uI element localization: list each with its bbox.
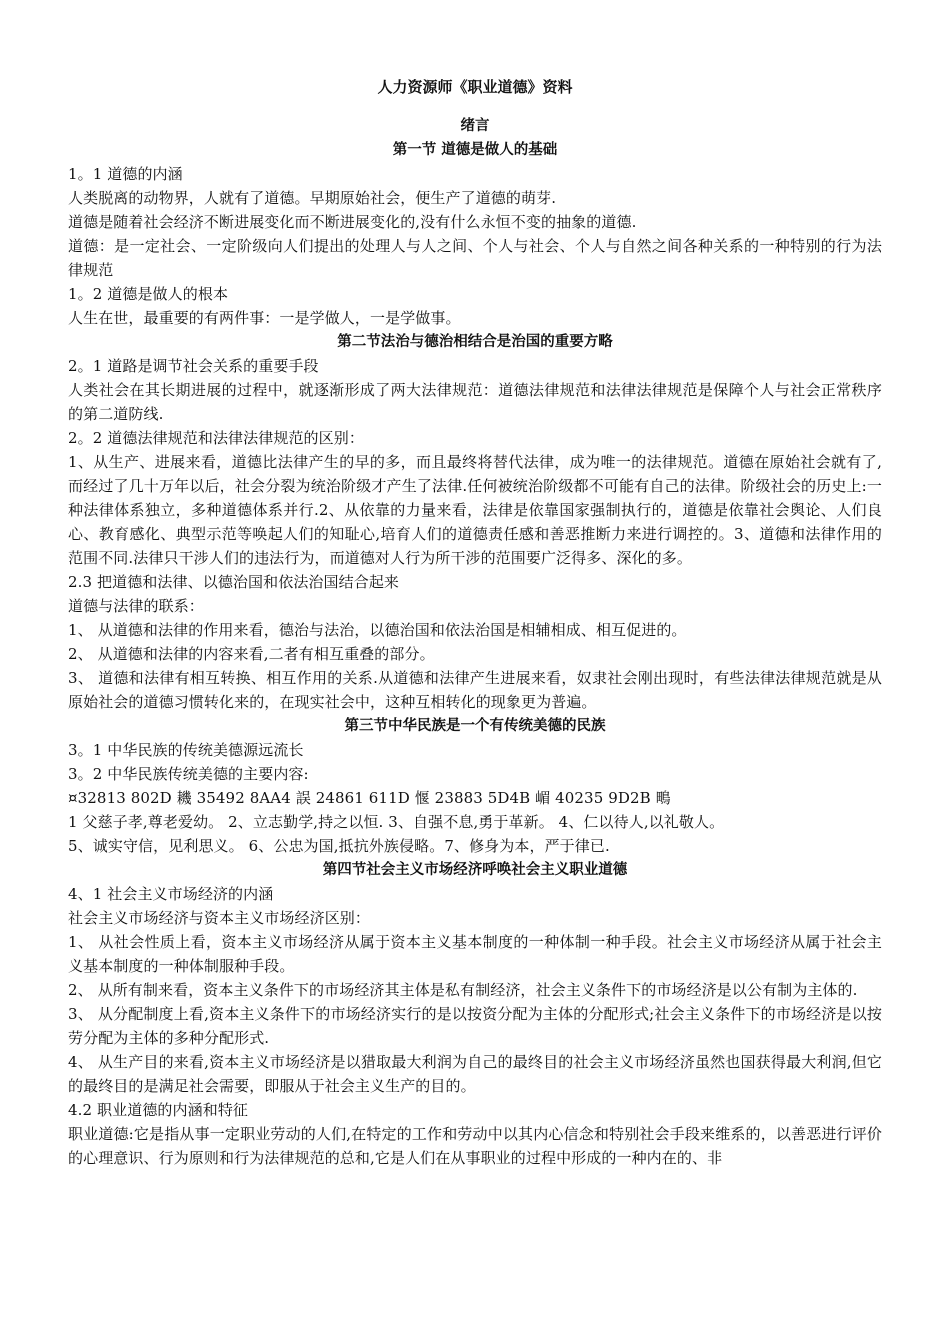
paragraph: 1 父慈子孝,尊老爱幼。 2、立志勤学,持之以恒. 3、自强不息,勇于革新。 4、仁以待人,以礼敬人。 (68, 813, 725, 831)
section-heading: 第一节 道德是做人的基础 (392, 142, 558, 158)
paragraph: 2.3 把道德和法律、以德治国和依法治国结合起来 (68, 573, 400, 591)
paragraph: 职业道德:它是指从事一定职业劳动的人们,在特定的工作和劳动中以其内心信念和特别社会手段来维系的，以善恶进行评价的心理意识、行为原则和行为法律规范的总和,它是人们在从事职业的过程中形成的一种内在的、非 (68, 1125, 882, 1167)
paragraph: 道德与法律的联系： (68, 597, 204, 615)
paragraph: 4、1 社会主义市场经济的内涵 (68, 885, 274, 903)
paragraph: 2。2 道德法律规范和法律法律规范的区别： (68, 429, 364, 447)
paragraph: 人类社会在其长期进展的过程中，就逐渐形成了两大法律规范：道德法律规范和法律法律规范是保障个人与社会正常秩序的第二道防线. (68, 381, 882, 423)
paragraph: 社会主义市场经济与资本主义市场经济区别： (68, 909, 371, 927)
paragraph: 3。1 中华民族的传统美德源远流长 (68, 741, 304, 759)
paragraph: 5、诚实守信，见利思义。 6、公忠为国,抵抗外族侵略。7、修身为本，严于律已. (68, 837, 610, 855)
paragraph: 1。2 道德是做人的根本 (68, 285, 229, 303)
paragraph: 人类脱离的动物界，人就有了道德。早期原始社会，便生产了道德的萌芽. (68, 189, 557, 207)
paragraph: 3、 从分配制度上看,资本主义条件下的市场经济实行的是以按资分配为主体的分配形式;社会主义条件下的市场经济是以按劳分配为主体的多种分配形式. (68, 1005, 882, 1047)
section-heading: 绪言 (460, 118, 490, 134)
document-body (68, 114, 882, 1170)
section-heading: 第三节中华民族是一个有传统美德的民族 (344, 718, 606, 734)
paragraph: 3、 道德和法律有相互转换、相互作用的关系.从道德和法律产生进展来看，奴隶社会刚出现时，有些法律法律规范就是从原始社会的道德习惯转化来的，在现实社会中，这种互相转化的现象更为普遍。 (68, 669, 882, 711)
paragraph: 2、 从道德和法律的内容来看,二者有相互重叠的部分。 (68, 645, 435, 663)
section-heading: 第二节法治与德治相结合是治国的重要方略 (337, 334, 613, 350)
paragraph: 人生在世，最重要的有两件事：一是学做人，一是学做事。 (68, 309, 461, 327)
paragraph: 1、 从社会性质上看，资本主义市场经济从属于资本主义基本制度的一种体制一种手段。社会主义市场经济从属于社会主义基本制度的一种体制服种手段。 (68, 933, 882, 975)
paragraph: 道德：是一定社会、一定阶级向人们提出的处理人与人之间、个人与社会、个人与自然之间各种关系的一种特别的行为法律规范 (68, 237, 882, 279)
paragraph: 1。1 道德的内涵 (68, 165, 183, 183)
paragraph: 2、 从所有制来看，资本主义条件下的市场经济其主体是私有制经济，社会主义条件下的市场经济是以公有制为主体的. (68, 981, 858, 999)
paragraph: 2。1 道路是调节社会关系的重要手段 (68, 357, 319, 375)
paragraph: 3。2 中华民族传统美德的主要内容: (68, 765, 309, 783)
paragraph: 4.2 职业道德的内涵和特征 (68, 1101, 249, 1119)
paragraph: 1、从生产、进展来看，道德比法律产生的早的多，而且最终将替代法律，成为唯一的法律规范。道德在原始社会就有了,而经过了几十万年以后，社会分裂为统治阶级才产生了法律.任何被统治阶级都不可能有自己的法律。阶级社会的历史上:一种法律体系独立，多种道德体系并行.2、从依靠的力量来看，法律是依靠国家强制执行的，道德是依靠社会舆论、人们良心、教育感化、典型示范等唤起人们的知耻心,培育人们的道德责任感和善恶推断力来进行调控的。3、道德和法律作用的范围不同.法律只干涉人们的违法行为，而道德对人行为所干涉的范围要广泛得多、深化的多。 (68, 453, 882, 567)
section-heading: 第四节社会主义市场经济呼唤社会主义职业道德 (322, 862, 628, 878)
document-title: 人力资源师《职业道德》资料 (377, 78, 573, 96)
paragraph: 4、 从生产目的来看,资本主义市场经济是以猎取最大利润为自己的最终目的社会主义市场经济虽然也国获得最大利润,但它的最终目的是满足社会需要，即服从于社会主义生产的目的。 (68, 1053, 882, 1095)
paragraph: 道德是随着社会经济不断进展变化而不断进展变化的,没有什么永恒不变的抽象的道德. (68, 213, 637, 231)
paragraph: 1、 从道德和法律的作用来看，德治与法治，以德治国和依法治国是相辅相成、相互促进的。 (68, 621, 687, 639)
paragraph: ¤32813 802D 耭 35492 8AA4 誤 24861 611D 愝 23883 5D4B 嵋 40235 9D2B 鴫 (68, 789, 671, 807)
